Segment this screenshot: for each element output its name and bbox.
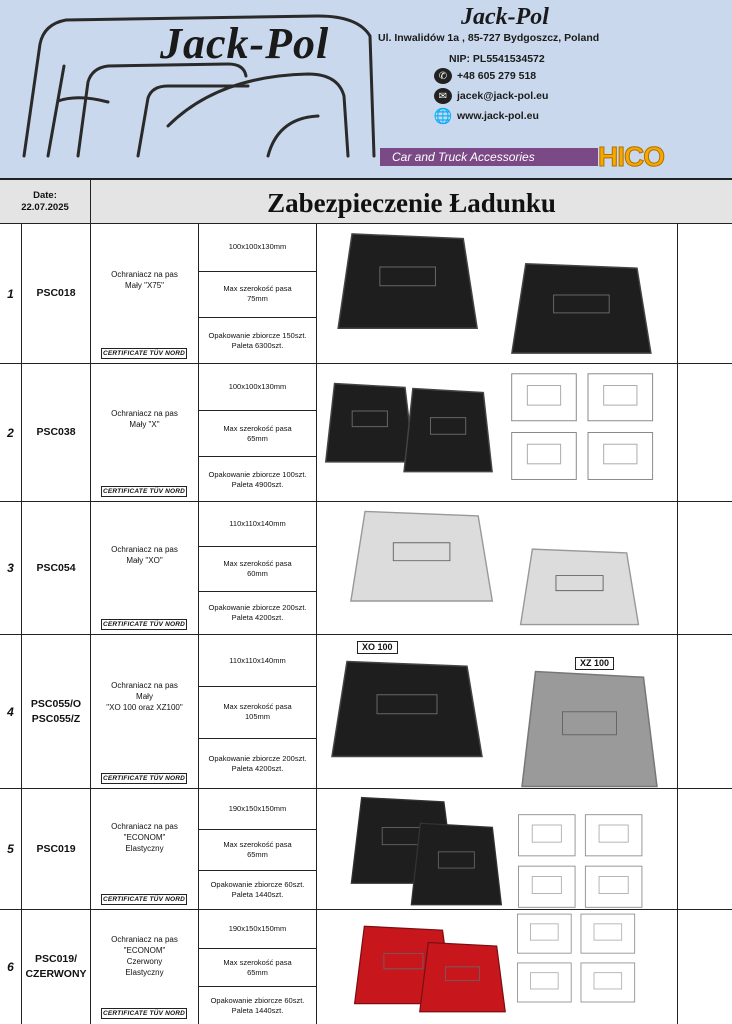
certificate-badge: CERTIFICATE TÜV NORD xyxy=(102,350,186,357)
page-header xyxy=(0,0,732,178)
spec-packaging: Opakowanie zbiorcze 60szt. Paleta 1440szt. xyxy=(199,870,316,910)
spec-packaging: Opakowanie zbiorcze 150szt. Paleta 6300szt. xyxy=(199,317,316,364)
product-illustration xyxy=(317,502,678,634)
row-number: 5 xyxy=(0,789,22,909)
row-number: 2 xyxy=(0,364,22,501)
product-images xyxy=(317,502,678,634)
product-illustration xyxy=(317,364,678,501)
phone-number[interactable]: +48 605 279 518 xyxy=(457,70,537,82)
empty-cell xyxy=(678,364,732,501)
product-description: Ochraniacz na pas Mały "X75" xyxy=(111,270,178,290)
product-description-cell xyxy=(91,364,199,501)
product-row xyxy=(0,364,732,502)
product-images xyxy=(317,635,678,788)
company-nip: NIP: PL5541534572 xyxy=(449,53,545,65)
product-code: PSC019 xyxy=(22,789,91,909)
website-row xyxy=(434,108,539,124)
spec-dimensions: 100x100x130mm xyxy=(228,382,287,391)
empty-cell xyxy=(678,910,732,1024)
product-description-cell xyxy=(91,224,199,363)
date-cell xyxy=(0,180,91,223)
product-specs xyxy=(199,789,317,909)
product-images xyxy=(317,789,678,909)
certificate-badge: CERTIFICATE TÜV NORD xyxy=(102,488,186,495)
spec-max-strap-width: Max szerokość pasa 60mm xyxy=(199,546,316,590)
row-number: 3 xyxy=(0,502,22,634)
email-row xyxy=(434,88,548,104)
product-description: Ochraniacz na pas "ECONOM" Czerwony Elastyczny xyxy=(111,935,178,977)
email-address[interactable]: jacek@jack-pol.eu xyxy=(457,90,549,102)
phone-icon: ✆ xyxy=(434,68,452,84)
product-code: PSC018 xyxy=(22,224,91,363)
phone-row xyxy=(434,68,536,84)
product-code: PSC019/ CZERWONY xyxy=(22,910,91,1024)
product-specs xyxy=(199,635,317,788)
image-label: XZ 100 xyxy=(575,657,614,670)
product-row xyxy=(0,910,732,1024)
spec-packaging: Opakowanie zbiorcze 100szt. Paleta 4900szt. xyxy=(199,456,316,502)
product-specs xyxy=(199,364,317,501)
row-number: 6 xyxy=(0,910,22,1024)
product-description-cell xyxy=(91,789,199,909)
product-illustration xyxy=(317,789,678,909)
product-description-cell xyxy=(91,502,199,634)
product-row xyxy=(0,789,732,910)
empty-cell xyxy=(678,635,732,788)
spec-max-strap-width: Max szerokość pasa 65mm xyxy=(199,829,316,869)
logo-text: Jack-Pol xyxy=(160,19,330,68)
row-number: 1 xyxy=(0,224,22,363)
product-description: Ochraniacz na pas Mały "XO" xyxy=(111,545,178,565)
title-row xyxy=(0,178,732,224)
spec-dimensions: 100x100x130mm xyxy=(228,242,287,252)
certificate-badge: CERTIFICATE TÜV NORD xyxy=(102,621,186,628)
empty-cell xyxy=(678,502,732,634)
date-label: Date: xyxy=(33,190,57,201)
product-description-cell xyxy=(91,635,199,788)
empty-cell xyxy=(678,789,732,909)
certificate-badge: CERTIFICATE TÜV NORD xyxy=(102,775,186,782)
product-description: Ochraniacz na pas "ECONOM" Elastyczny xyxy=(111,822,178,853)
product-description: Ochraniacz na pas Mały "X" xyxy=(111,409,178,429)
product-specs xyxy=(199,224,317,363)
company-name: Jack-Pol xyxy=(461,4,549,30)
spec-dimensions: 110x110x140mm xyxy=(229,655,286,665)
spec-dimensions: 110x110x140mm xyxy=(229,519,286,529)
product-illustration xyxy=(317,635,678,788)
product-code: PSC038 xyxy=(22,364,91,501)
spec-max-strap-width: Max szerokość pasa 105mm xyxy=(199,686,316,737)
product-specs xyxy=(199,502,317,634)
spec-packaging: Opakowanie zbiorcze 200szt. Paleta 4200szt. xyxy=(199,591,316,635)
product-illustration xyxy=(317,224,678,363)
row-number: 4 xyxy=(0,635,22,788)
document-title: Zabezpieczenie Ładunku xyxy=(267,188,556,218)
spec-dimensions: 190x150x150mm xyxy=(228,924,287,933)
company-address: Ul. Inwalidów 1a , 85-727 Bydgoszcz, Poland xyxy=(378,32,600,44)
spec-max-strap-width: Max szerokość pasa 65mm xyxy=(199,948,316,986)
spec-max-strap-width: Max szerokość pasa 65mm xyxy=(199,410,316,456)
empty-cell xyxy=(678,224,732,363)
product-code: PSC055/O PSC055/Z xyxy=(22,635,91,788)
tagline: Car and Truck Accessories xyxy=(380,148,598,166)
spec-max-strap-width: Max szerokość pasa 75mm xyxy=(199,271,316,318)
product-description-cell xyxy=(91,910,199,1024)
certificate-badge: CERTIFICATE TÜV NORD xyxy=(102,896,186,903)
email-icon: ✉ xyxy=(434,88,452,104)
spec-packaging: Opakowanie zbiorcze 60szt. Paleta 1440szt. xyxy=(199,986,316,1024)
product-row xyxy=(0,502,732,635)
product-row xyxy=(0,224,732,364)
product-images xyxy=(317,364,678,501)
product-images xyxy=(317,224,678,363)
product-row xyxy=(0,635,732,789)
hico-brand-logo: HICO xyxy=(598,141,664,172)
image-label: XO 100 xyxy=(357,641,398,654)
product-description: Ochraniacz na pas Mały "XO 100 oraz XZ100" xyxy=(106,681,183,712)
spec-packaging: Opakowanie zbiorcze 200szt. Paleta 4200szt. xyxy=(199,738,316,789)
date-value: 22.07.2025 xyxy=(21,202,69,213)
product-illustration xyxy=(317,910,678,1024)
spec-dimensions: 190x150x150mm xyxy=(228,804,287,814)
product-code: PSC054 xyxy=(22,502,91,634)
globe-icon: 🌐 xyxy=(433,108,453,125)
certificate-badge: CERTIFICATE TÜV NORD xyxy=(102,1010,186,1017)
product-specs xyxy=(199,910,317,1024)
website-link[interactable]: www.jack-pol.eu xyxy=(457,110,539,122)
product-images xyxy=(317,910,678,1024)
